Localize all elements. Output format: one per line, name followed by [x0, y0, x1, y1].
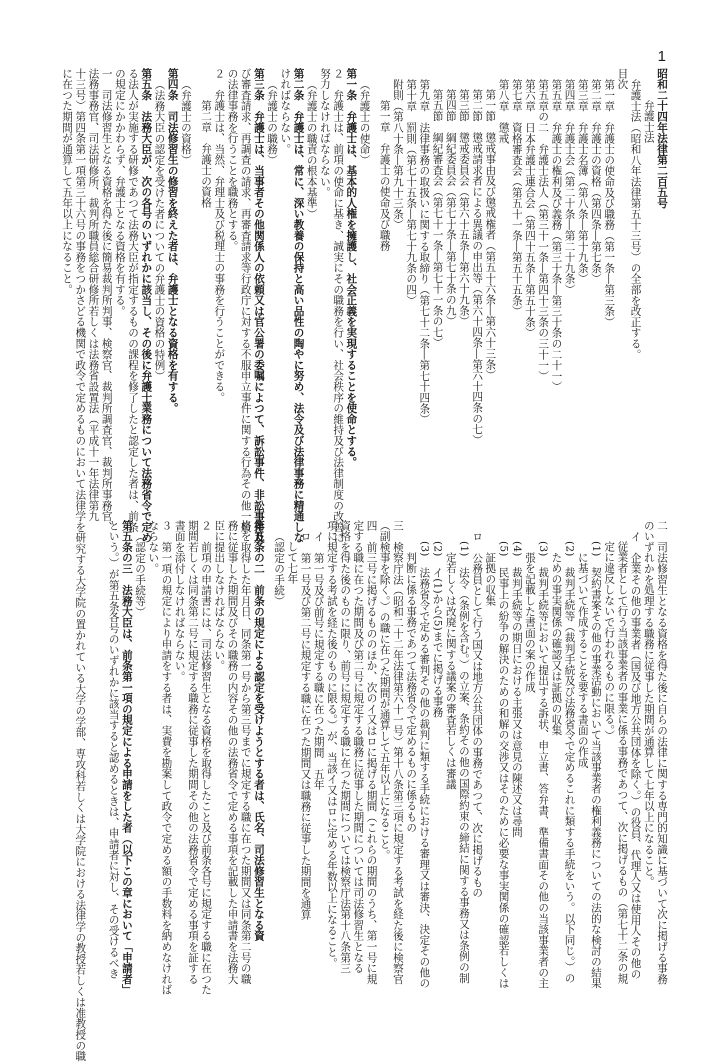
text-line: 期間若しくは同条第二号に規定する職務に従事した期間その他の法務省令で定める事項を証する — [186, 520, 199, 985]
text-line: 証拠の収集 — [484, 551, 497, 606]
text-line: 努力しなければならない。 — [318, 68, 331, 198]
text-line: 従業者として行う当該事業者の事業に係る事務であつて、次に掲げるもの（第七十二条の規 — [616, 541, 629, 984]
text-line: (2) イ(1)から(5)までに掲げる事務 — [431, 541, 444, 718]
text-line: 第二章 弁護士の資格 — [200, 99, 213, 208]
text-line: イ 第一号及び前号に規定する職に在つた期間 五年 — [312, 530, 325, 790]
text-line: （弁護士の職責の根本基準） — [305, 78, 318, 219]
text-line: 第七章 資格審査会（第五十一条―第五十五条） — [510, 78, 523, 317]
text-line: イ 企業その他の事業者（国及び地方公共団体を除く。）の役員、代理人又は使用人その他の — [629, 530, 642, 979]
text-line: (5) 民事上の紛争の解決のための和解の交渉又はそのために必要な事実関係の確認若しくは — [497, 541, 510, 989]
text-line: 第二章 弁護士の資格（第四条―第七条） — [589, 78, 602, 284]
text-line: 張を記載した書面の案の作成 — [523, 551, 536, 693]
text-line: 務に従事した期間及びその職務の内容その他の法務省令で定める事項を記載した申請書を法務大 — [226, 520, 239, 985]
article-line: 第五条の二 前条の規定による認定を受けようとする者は、氏名、司法修習生となる資 — [252, 520, 265, 942]
article-line: 第五条 法務大臣が、次の各号のいずれかに該当し、その後に弁護士業務について法務省令で定め — [140, 68, 153, 544]
text-line: （認定の手続等） — [134, 530, 147, 617]
text-line: ロ 公務員として行う国又は地方公共団体の事務であつて、次に掲げるもの — [471, 530, 484, 898]
text-line: 第一章 弁護士の使命及び職務 — [378, 99, 391, 251]
text-line: 一 司法修習生となる資格を得た後に簡易裁判所判事、検察官、裁判所調査官、裁判所事務官、 — [100, 68, 113, 533]
text-line: 弁護士法 — [642, 99, 655, 143]
text-line: の法律事務を行うことを職務とする。 — [226, 68, 239, 252]
text-line: （副検事を除く。）の職に在つた期間が通算して五年以上になること。 — [378, 520, 391, 861]
text-line: 第二節 懲戒請求者による異議の申出等（第六十四条―第六十四条の七） — [471, 89, 484, 446]
text-line: 定に違反しないで行われるものに限る。） — [603, 541, 616, 742]
text-line: 三 検察庁法（昭和二十二年法律第六十一号）第十八条第三項に規定する考試を経た後に検察官 — [391, 520, 404, 985]
text-line: 第三節 懲戒委員会（第六十五条―第六十九条） — [457, 89, 470, 327]
text-line: 資格を得た後のものに限り、前号に規定する職に在つた期間については検察庁法第十八条第三 — [339, 520, 352, 974]
text-line: 第一章 弁護士の使命及び職務（第一条―第三条） — [603, 78, 616, 327]
text-line: の規定にかかわらず、弁護士となる資格を有する。 — [113, 68, 126, 317]
text-line: のいずれかを処理する職務に従事した期間が通算して七年以上になること。 — [642, 520, 655, 888]
text-line: に基づいて作成することを要する書面の作成 — [576, 551, 589, 768]
text-line: (4) 裁判手続等の期日における主張又は意見の陳述又は尋問 — [510, 541, 523, 838]
article-line: 第五条の三 法務大臣は、前条第一項の規定による申請をした者（以下この章において「申請者」 — [120, 520, 133, 996]
text-line: び審査請求、再調査の請求、再審査請求等行政庁に対する不服申立事件に関する行為その他一般 — [239, 68, 252, 533]
text-line: 格を取得した年月日、同条第一号から第三号までに規定する職に在つた期間又は同条第二号の職 — [239, 520, 252, 985]
text-line: ならない。 — [147, 520, 160, 574]
text-line: 第三章 弁護士名簿（第八条―第十九条） — [576, 78, 589, 284]
text-line: (3) 法務省令で定める審判その他の裁判に類する手続における審理又は審決、決定その他の — [418, 541, 431, 989]
text-line: に在つた期間が通算して五年以上になること。 — [61, 68, 74, 295]
article-line: 第二条 弁護士は、常に、深い教養の保持と高い品性の陶やに努め、法令及び法律事務に精通しな — [292, 68, 305, 544]
text-line: （認定の手続） — [273, 530, 286, 607]
text-line: 第八章 懲戒 — [497, 78, 510, 144]
text-line: 弁護士法（昭和八年法律第五十三号）の全部を改正する。 — [629, 78, 642, 360]
text-line: して七年 — [286, 541, 299, 585]
text-line: (1) 契約書案その他の事業活動において当該事業者の権利義務についての法的な検討の結果 — [589, 541, 602, 989]
text-line: 第十章 罰則（第七十五条―第七十九条の四） — [405, 78, 418, 306]
text-line: 十三号）第四条第一項第三十六号の事務をつかさどる機関で政令で定めるものにおいて法律学を研究する大学院の置かれている大学の学部、専攻科若しくは大学院における法律学の教授若しくは准教授の職 — [74, 68, 87, 1062]
text-line: る法人が実施する研修であつて法務大臣が指定するものの課程を修了したと認定した者は、前条 — [127, 68, 140, 533]
text-line: ロ 第一号及び第二号に規定する職に在つた期間又は職務に従事した期間を通算 — [299, 530, 312, 920]
text-line: 書面を添付しなければならない。 — [173, 520, 186, 682]
text-line: 定する職に在つた期間及び第二号に規定する職務に従事した期間については司法修習生となる — [352, 520, 365, 974]
text-line: 定若しくは改廃に関する議案の審査若しくは審議 — [444, 551, 457, 790]
text-line: ための事実関係の確認又は証拠の収集 — [550, 551, 563, 736]
text-line: （弁護士の資格） — [179, 78, 192, 165]
text-line: 第六章 日本弁護士連合会（第四十五条―第五十条） — [523, 78, 536, 338]
text-line: 項に規定する考試を経た後のものに限る。）が、当該イ又はロに定める年数以上になること。 — [325, 520, 338, 969]
article-line: 第四条 司法修習生の修習を終えた者は、弁護士となる資格を有する。 — [166, 68, 179, 414]
text-line: 臣に提出しなければならない。 — [213, 520, 226, 672]
page-number: 1 — [657, 48, 666, 65]
text-line: 第四章 弁護士会（第二十条―第二十九条） — [563, 78, 576, 295]
article-line: 第三条 弁護士は、当事者その他関係人の依頼又は官公署の委嘱によつて、訴訟事件、非訟事件及 — [252, 68, 265, 544]
article-line: 昭和二十四年法律第二百五号 — [656, 68, 668, 209]
text-line: 第九章 法律事務の取扱いに関する取締り（第七十二条―第七十四条） — [418, 78, 431, 425]
text-line: 第四節 綱紀委員会（第七十条―第七十条の九） — [444, 89, 457, 327]
text-line: 目次 — [616, 68, 629, 90]
text-line: 法務事務官、司法研修所、裁判所職員総合研修所若しくは法務省設置法（平成十一年法律第九 — [87, 68, 100, 522]
text-line: 第一節 懲戒事由及び懲戒権者（第五十六条―第六十三条） — [484, 89, 497, 381]
statute-text-lower — [58, 520, 668, 996]
text-line: 判断に係る事務であつて法務省令で定めるものに係るもの — [405, 551, 418, 833]
text-line: ２ 弁護士は、当然、弁理士及び税理士の事務を行うことができる。 — [213, 68, 226, 403]
article-line: 第一条 弁護士は、基本的人権を擁護し、社会正義を実現することを使命とする。 — [345, 68, 358, 468]
text-line: 附則（第八十条―第九十三条） — [391, 78, 404, 230]
text-line: 二 司法修習生となる資格を得た後に自らの法律に関する専門的知識に基づいて次に掲げる事務 — [656, 520, 668, 985]
text-line: ３ 第一項の規定により申請をする者は、実費を勘案して政令で定める額の手数料を納めなければ — [160, 520, 173, 996]
text-line: ２ 前項の申請書には、司法修習生となる資格を取得したこと及び前条各号に規定する職に在つた — [200, 520, 213, 996]
text-line: 第五章の二 弁護士法人（第三十一条―第四十三条の三十一） — [537, 78, 550, 381]
text-line: (3) 裁判手続等において提出する訴状、申立書、答弁書、準備書面その他の当該事業者の主 — [537, 541, 550, 989]
text-line: （法務大臣の認定を受けた者についての弁護士の資格の特例） — [153, 78, 166, 381]
text-line: (1) 法令（条例を含む。）の立案、条約その他の国際約束の締結に関する事務又は条例の制 — [457, 541, 470, 984]
text-line: という。）が第五条各号のいずれかに該当すると認めるときは、申請者に対し、その受けるべき — [107, 520, 120, 980]
text-line: 第五節 綱紀審査会（第七十一条―第七十一条の七） — [431, 89, 444, 349]
text-line: 第五章 弁護士の権利及び義務（第三十条―第三十条の二十一） — [550, 78, 563, 392]
text-line: (2) 裁判手続等（裁判手続及び法務省令で定めるこれに類する手続をいう。以下同じ。）の — [563, 541, 576, 984]
text-line: ２ 弁護士は、前項の使命に基き、誠実にその職務を行い、社会秩序の維持及び法律制度の改善に — [332, 68, 345, 544]
text-line: （弁護士の職務） — [266, 78, 279, 165]
text-line: （弁護士の使命） — [358, 78, 371, 165]
text-line: 四 前三号に掲げるもののほか、次のイ又はロに掲げる期間（これらの期間のうち、第一号に規 — [365, 520, 378, 985]
text-line: ければならない。 — [279, 68, 292, 155]
